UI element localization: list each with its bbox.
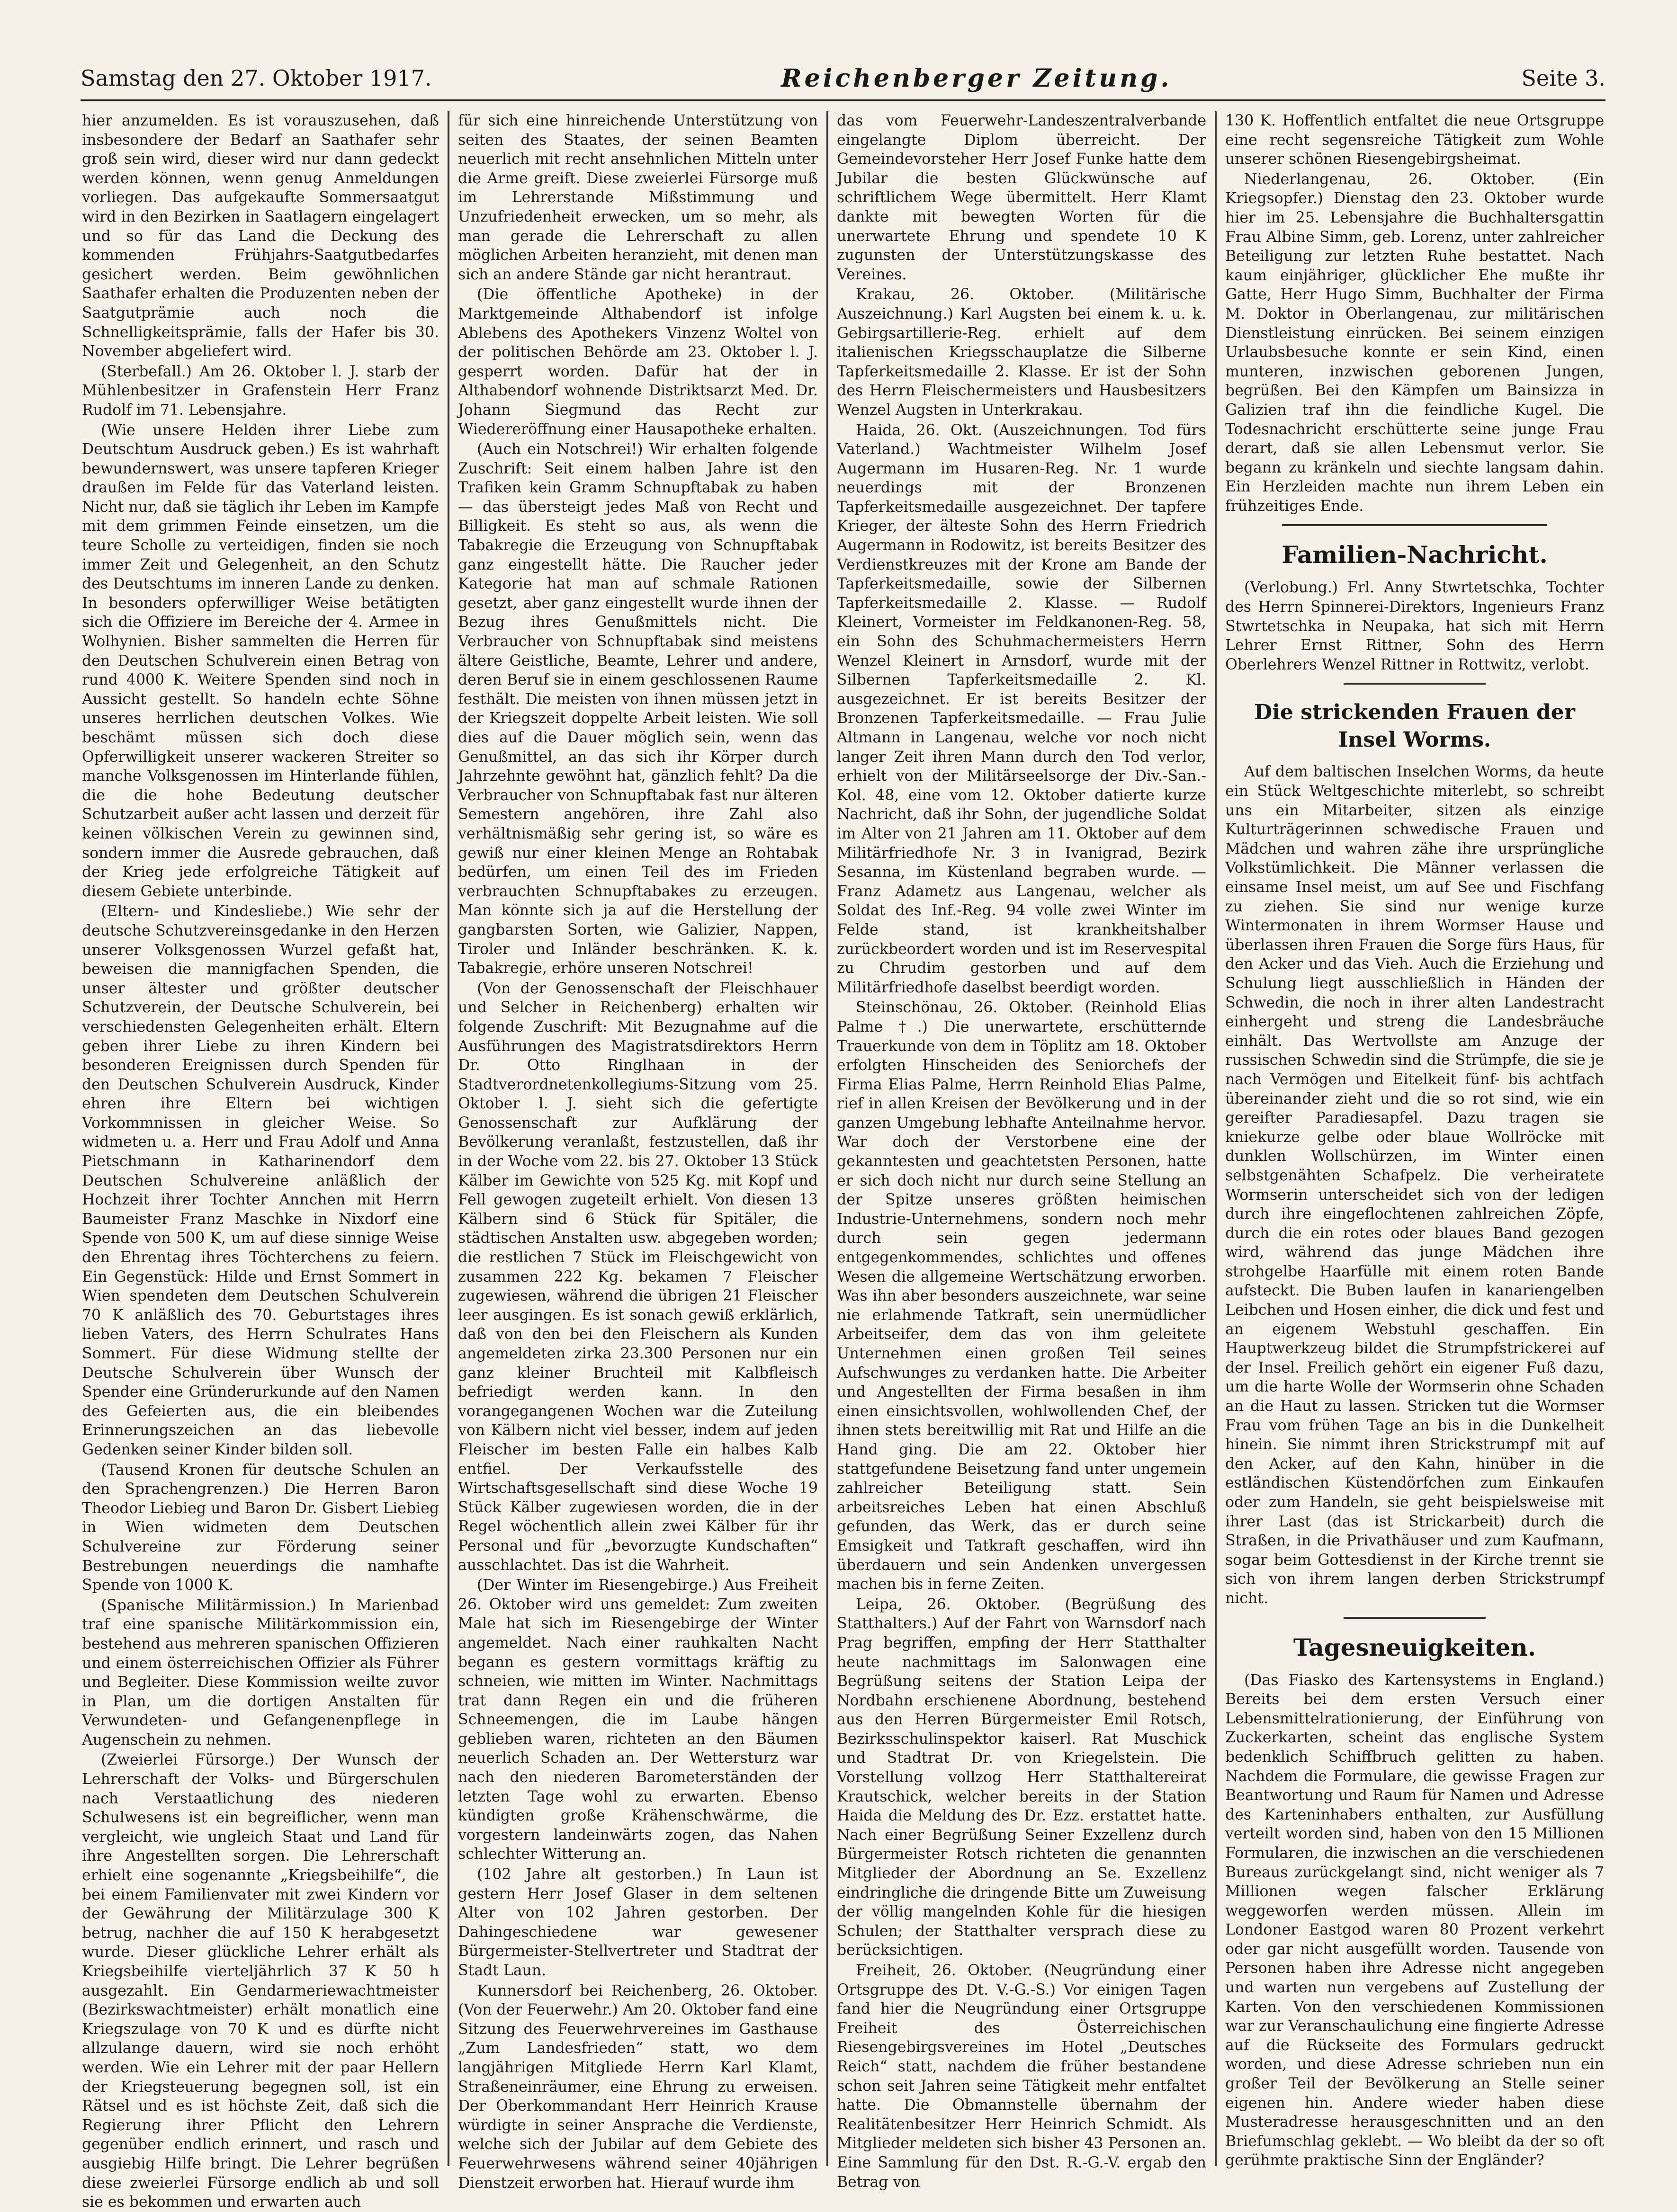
article-text: Kunnersdorf bei Reichenberg, 26. Oktober. (Von der Feuerwehr.) Am 20. Oktober fand eine Sitzung des Feuerwehrvereines im Gasthause „Zum Landesfrieden“ statt, wo dem langjährigen Mitgliede Herrn Karl Klamt, Straßeneinräumer, eine Ehrung zu erweisen. Der Oberkommandant Herr Heinrich Krause würdigte in seiner Ansprache die Verdienste, welche sich der Jubilar auf dem Gebiete des Feuerwehrwesens während seiner 40jährigen Dienstzeit erworben hat. Hierauf wurde ihm bbox=[458, 1982, 818, 2192]
divider bbox=[1344, 1617, 1486, 1619]
article-text: (Von der Genossenschaft der Fleischhauer und Selcher in Reichenberg) erhalten wir folgende Zuschrift: Mit Bezugnahme auf die Ausführungen des Magistratsdirektors Herrn Dr. Otto Ringlhaan in der Stadtverordnetenkollegiums-Sitzung vom 25. Oktober l. J. sieht sich die gefertigte Genossenschaft zur Aufklärung der Bevölkerung veranlaßt, festzustellen, daß ihr in der Woche vom 22. bis 27. Oktober 13 Stück Kälber im Gewichte von 525 Kg. mit Kopf und Fell gewogen zugeteilt erhielt. Von diesen 13 Kälbern sind 6 Stück für Spitäler, die städtischen Anstalten usw. abgegeben worden; die restlichen 7 Stück im Fleischgewicht von zusammen 222 Kg. bekamen 7 Fleischer zugewiesen, während die übrigen 21 Fleischer leer ausgingen. Es ist sonach gewiß erklärlich, daß von den bei den Fleischern als Kunden angemeldeten zirka 23.300 Personen nur ein ganz kleiner Bruchteil mit Kalbfleisch befriedigt werden kann. In den vorangegangenen Wochen war die Zuteilung von Kälbern nicht viel besser, indem auf jeden Fleischer im besten Falle ein halbes Kalb entfiel. Der Verkaufsstelle des Wirtschaftsgesellschaft sind diese Woche 19 Stück Kälber zugewiesen worden, die in der Regel wöchentlich allein zwei Kälber für ihr Personal und für „bevorzugte Kundschaften“ ausschlachtet. Das ist die Wahrheit. bbox=[458, 980, 818, 1574]
article-text: Niederlangenau, 26. Oktober. (Ein Kriegsopfer.) Dienstag den 23. Oktober wurde hier im 25. Lebensjahre die Buchhaltersgattin Frau Albine Simm, geb. Lorenz, unter zahlreicher Beteiligung zur letzten Ruhe bestattet. Nach kaum einjähriger, glücklicher Ehe mußte ihr Gatte, Herr Hugo Simm, Buchhalter der Firma M. Doktor in Oberlangenau, zur militärischen Dienstleistung einrücken. Bei seinem einzigen Urlaubsbesuche konnte er sein Kind, einen munteren, inzwischen geborenen Jungen, begrüßen. Bei den Kämpfen um Bainsizza in Galizien traf ihn die feindliche Kugel. Die Todesnachricht erschütterte seine junge Frau derart, daß sie allen Lebensmut verlor. Sie begann zu kränkeln und siechte langsam dahin. Ein Herzleiden machte nun ihrem Leben ein frühzeitiges Ende. bbox=[1225, 170, 1604, 515]
article-text: Haida, 26. Okt. (Auszeichnungen. Tod fürs Vaterland.) Wachtmeister Wilhelm Josef Augermann im Husaren-Reg. Nr. 1 wurde neuerdings mit der Bronzenen Tapferkeitsmedaille ausgezeichnet. Der tapfere Krieger, der älteste Sohn des Herrn Friedrich Augermann in Rodowitz, ist bereits Besitzer des Verdienstkreuzes mit der Krone am Bande der Tapferkeitsmedaille, sowie der Silbernen Tapferkeitsmedaille 2. Klasse. — Rudolf Kleinert, Vormeister im Feldkanonen-Reg. 58, ein Sohn des Schuhmachermeisters Herrn Wenzel Kleinert in Arnsdorf, wurde mit der Silbernen Tapferkeitsmedaille 2. Kl. ausgezeichnet. Er ist bereits Besitzer der Bronzenen Tapferkeitsmedaille. — Frau Julie Altmann in Langenau, welche vor noch nicht langer Zeit ihren Mann durch den Tod verlor, erhielt von der Militärseelsorge der Div.-San.-Kol. 48, eine vom 12. Oktober datierte kurze Nachricht, daß ihr Sohn, der jugendliche Soldat im Alter von 21 Jahren am 11. Oktober auf dem Militärfriedhofe Nr. 3 in Ivanigrad, Bezirk Sesanna, im Küstenland begraben wurde. — Franz Adametz aus Langenau, welcher als Soldat des Inf.-Reg. 94 volle zwei Winter im Felde stand, ist krankheitshalber zurückbeordert worden und ist im Reservespital zu Chrudim gestorben und auf dem Militärfriedhofe daselbst beerdigt worden. bbox=[837, 421, 1206, 996]
article-text: Freiheit, 26. Oktober. (Neugründung einer Ortsgruppe des Dt. V.-G.-S.) Vor einigen Tagen fand hier die Neugründung einer Ortsgruppe Freiheit des Österreichischen Riesengebirgsvereines im Hotel „Deutsches Reich“ statt, nachdem die früher bestandene schon seit Jahren seine Tätigkeit mehr entfaltet hatte. Die Obmannstelle übernahm der Realitätenbesitzer Herr Heinrich Schmidt. Als Mitglieder meldeten sich bisher 43 Personen an. Eine Sammlung für den Dst. R.-G.-V. ergab den Betrag von bbox=[837, 1962, 1206, 2191]
article-text: Steinschönau, 26. Oktober. (Reinhold Elias Palme †.) Die unerwartete, erschütternde Trauerkunde von dem in Töplitz am 18. Oktober erfolgten Hinscheiden des Seniorchefs der Firma Elias Palme, Herrn Reinhold Elias Palme, rief in allen Kreisen der Bevölkerung und in der ganzen Umgebung lebhafte Anteilnahme hervor. War doch der Verstorbene eine der gekanntesten und geachtetsten Personen, hatte er sich doch nicht nur durch seine Stellung an der Spitze unseres größten heimischen Industrie-Unternehmens, sondern noch mehr durch sein gegen jedermann entgegenkommendes, schlichtes und offenes Wesen die allgemeine Wertschätzung erworben. Was ihn aber besonders auszeichnete, war seine nie erlahmende Tatkraft, sein unermüdlicher Arbeitseifer, dem das von ihm geleitete Unternehmen einen großen Teil seines Aufschwunges zu verdanken hatte. Die Arbeiter und Angestellten der Firma besaßen in ihm einen einsichtsvollen, wohlwollenden Chef, der ihnen stets bereitwillig mit Rat und Hilfe an die Hand ging. Die am 22. Oktober hier stattgefundene Beisetzung fand unter ungemein zahlreicher Beteiligung statt. Sein arbeitsreiches Leben hat einen Abschluß gefunden, das Werk, das er durch seine Emsigkeit und Tatkraft geschaffen, wird ihn überdauern und sein Andenken unvergessen machen bis in ferne Zeiten. bbox=[837, 999, 1206, 1593]
column-1 bbox=[73, 111, 448, 2211]
article-text: (Sterbefall.) Am 26. Oktober l. J. starb der Mühlenbesitzer in Grafenstein Herr Franz Rudolf im 71. Lebensjahre. bbox=[82, 363, 439, 419]
article-text: (Zweierlei Fürsorge.) Der Wunsch der Lehrerschaft der Volks- und Bürgerschulen nach Verstaatlichung des niederen Schulwesens ist ein begreiflicher, wenn man vergleicht, wie ungleich Staat und Land für ihre Angestellten sorgen. Die Lehrerschaft erhielt eine sogenannte „Kriegsbeihilfe“, die bei einem Familienvater mit zwei Kindern vor der Gewährung der Militärzulage 300 K betrug, nachher die auf 150 K herabgesetzt wurde. Dieser glückliche Lehrer erhält als Kriegsbeihilfe vierteljährlich 37 K 50 h ausgezahlt. Ein Gendarmeriewachtmeister (Bezirkswachtmeister) erhält monatlich eine Kriegszulage von 70 K und es dürfte nicht allzulange dauern, wird sie noch erhöht werden. Wie ein Lehrer mit der paar Hellern der Kriegsteuerung begegnen soll, ist ein Rätsel und es ist höchste Zeit, daß sich die Regierung ihrer Pflicht den Lehrern gegenüber endlich erinnert, und rasch und ausgiebig Hilfe bringt. Die Lehrer begrüßen diese zweierlei Fürsorge endlich ab und soll sie es bekommen und erwarten auch bbox=[82, 1751, 439, 2211]
masthead bbox=[81, 57, 1605, 101]
column-3 bbox=[826, 111, 1215, 2191]
article-text: (102 Jahre alt gestorben.) In Laun ist gestern Herr Josef Glaser in dem seltenen Alter von 102 Jahren gestorben. Der Dahingeschiedene war gewesener Bürgermeister-Stellvertreter und Stadtrat der Stadt Laun. bbox=[458, 1866, 818, 1979]
page-number: Seite 3. bbox=[1521, 65, 1605, 91]
article-text: (Tausend Kronen für deutsche Schulen an den Sprachengrenzen.) Die Herren Baron Theodor Liebieg und Baron Dr. Gisbert Liebieg in Wien widmeten dem Deutschen Schulvereine zur Förderung seiner Bestrebungen neuerdings die namhafte Spende von 1000 K. bbox=[82, 1461, 439, 1594]
section-heading-family: Familien-Nachricht. bbox=[1282, 541, 1548, 569]
news-article: (Das Fiasko des Kartensystems in England.) Bereits bei dem ersten Versuch einer Lebensmittelrationierung, der Einführung von Zuckerkarten, scheint das englische System bedenklich Schiffbruch gelitten zu haben. Nachdem die Formulare, die gewisse Fragen zur Beantwortung und Raum für Namen und Adresse des Karteninhabers enthalten, zur Ausfüllung verteilt worden sind, haben von den 15 Millionen Formularen, die inzwischen an die verschiedenen Bureaus zurückgelangt sind, nicht weniger als 7 Millionen wegen falscher Erklärung weggeworfen werden müssen. Allein im Londoner Eastgod waren 80 Prozent verkehrt oder gar nicht ausgefüllt worden. Tausende von Personen haben ihre Adresse nicht angegeben und warten nun vergebens auf Zustellung der Karten. Von den verschiedenen Kommissionen war zur Veranschaulichung eine fingierte Adresse auf die Rückseite des Formulars gedruckt worden, und diese Adresse schrieben nun ein großer Teil der Bevölkerung an Stelle seiner eigenen hin. Andere wieder haben diese Musteradresse herausgeschnitten und an den Briefumschlag geklebt. — Wo bleibt da der so oft gerühmte praktische Sinn der Engländer? bbox=[1225, 1671, 1604, 2169]
article-text: (Auch ein Notschrei!) Wir erhalten folgende Zuschrift: Seit einem halben Jahre ist den Trafiken kein Gramm Schnupftabak zu haben — das übersteigt jedes Maß von Recht und Billigkeit. Es steht so aus, als wenn die Tabakregie die Erzeugung von Schnupftabak ganz eingestellt hätte. Die Raucher jeder Kategorie hat man auf schmale Rationen gesetzt, aber ganz eingestellt wurde ihnen der Bezug ihres Genußmittels nicht. Die Verbraucher von Schnupftabak sind meistens ältere Geistliche, Beamte, Lehrer und andere, deren Beruf sie in einem geschlossenen Raume festhält. Die meisten von ihnen müssen jetzt in der Kriegszeit doppelte Arbeit leisten. Wie soll dies auf die Dauer möglich sein, wenn das Genußmittel, an das sich ihr Körper durch Jahrzehnte gewöhnt hat, gänzlich fehlt? Da die Verbraucher von Schnupftabak fast nur älteren Semestern angehören, ihre Zahl also verhältnismäßig sehr gering ist, so wäre es gewiß nur einer kleinen Menge an Rohtabak bedürfen, um einen Teil des im Frieden verbrauchten Schnupftabakes zu erzeugen. Man könnte sich ja auf die Herstellung der gangbarsten Sorten, wie Galizier, Nappen, Tiroler und Inländer beschränken. K. k. Tabakregie, erhöre unseren Notschrei! bbox=[458, 441, 818, 977]
section-heading-worms: Die strickenden Frauen der Insel Worms. bbox=[1254, 700, 1575, 752]
article-text: (Wie unsere Helden ihrer Liebe zum Deutschtum Ausdruck geben.) Es ist wahrhaft bewundernswert, was unsere tapferen Krieger draußen im Felde für das Vaterland leisten. Nicht nur, daß sie täglich ihr Leben im Kampfe mit dem grimmen Feinde einsetzen, um die teure Scholle zu verteidigen, finden sie noch immer Zeit und Gelegenheit, an den Schutz des Deutschtums im inneren Lande zu denken. In besonders opferwilliger Weise betätigten sich die Offiziere im Bereiche der 4. Armee in Wolhynien. Bisher sammelten die Herren für den Deutschen Schulverein einen Betrag von rund 4000 K. Weitere Spenden sind noch in Aussicht gestellt. So handeln echte Söhne unseres herrlichen deutschen Volkes. Wie beschämt müssen sich doch diese Opferwilligkeit unserer wackeren Streiter so manche Volksgenossen im Hinterlande fühlen, die die hohe Bedeutung deutscher Schutzarbeit außer acht lassen und derzeit für keinen völkischen Verein zu gewinnen sind, sondern immer die Ausrede gebrauchen, daß der Krieg jede erfolgreiche Tätigkeit auf diesem Gebiete unterbinde. bbox=[82, 421, 439, 900]
article-text: 130 K. Hoffentlich entfaltet die neue Ortsgruppe eine recht segensreiche Tätigkeit zum Wohle unserer schönen Riesengebirgsheimat. bbox=[1225, 112, 1604, 168]
article-text: für sich eine hinreichende Unterstützung von seiten des Staates, der seinen Beamten neuerlich mit recht ansehnlichen Mitteln unter die Arme greift. Diese zweierlei Fürsorge muß im Lehrerstande Mißstimmung und Unzufriedenheit erwecken, um so mehr, als man gerade die Lehrerschaft zu allen möglichen Arbeiten heranzieht, mit denen man sich an andere Stände gar nicht herantraut. bbox=[458, 112, 818, 283]
divider bbox=[1282, 524, 1547, 526]
section-heading-news: Tagesneuigkeiten. bbox=[1293, 1633, 1536, 1661]
article-text: das vom Feuerwehr-Landeszentralverbande eingelangte Diplom überreicht. Der Gemeindevorsteher Herr Josef Funke hatte dem Jubilar die besten Glückwünsche auf schriftlichem Wege übermittelt. Herr Klamt dankte mit bewegten Worten für die unerwartete Ehrung und spendete 10 K zugunsten der Unterstützungskasse des Vereines. bbox=[837, 112, 1206, 283]
article-text: (Die öffentliche Apotheke) in der Marktgemeinde Althabendorf ist infolge Ablebens des Apothekers Vinzenz Woltel von der politischen Behörde am 23. Oktober l. J. gesperrt worden. Dafür hat der in Althabendorf wohnende Distriktsarzt Med. Dr. Johann Siegmund das Recht zur Wiedereröffnung einer Hausapotheke erhalten. bbox=[458, 286, 818, 438]
column-2 bbox=[448, 111, 826, 2192]
divider bbox=[1344, 683, 1486, 685]
article-text: (Spanische Militärmission.) In Marienbad traf eine spanische Militärkommission ein, bestehend aus mehreren spanischen Offizieren und einem österreichischen Offizier als Führer und Begleiter. Diese Kommission weilte zuvor in Plan, um die dortigen Anstalten für Verwundeten- und Gefangenenpflege in Augenschein zu nehmen. bbox=[82, 1597, 439, 1748]
family-notice: (Verlobung.) Frl. Anny Stwrtetschka, Tochter des Herrn Spinnerei-Direktors, Ingenieurs Franz Stwrtetschka in Neupaka, hat sich mit Herrn Lehrer Ernst Rittner, Sohn des Herrn Oberlehrers Wenzel Rittner in Rottwitz, verlobt. bbox=[1225, 579, 1604, 673]
article-text: Leipa, 26. Oktober. (Begrüßung des Statthalters.) Auf der Fahrt von Warnsdorf nach Prag begriffen, empfing der Herr Statthalter heute nachmittags im Salonwagen eine Begrüßung seitens der Station Leipa der Nordbahn erschienene Abordnung, bestehend aus den Herren Bürgermeister Emil Rotsch, Bezirksschulinspektor kaiserl. Rat Muschick und Stadtrat Dr. von Kriegelstein. Die Vorstellung vollzog Herr Statthaltereirat Krautschick, welcher bereits in der Station Haida die Meldung des Dr. Ezz. erstattet hatte. Nach einer Begrüßung Seiner Exzellenz durch Bürgermeister Rotsch richteten die genannten Mitglieder der Abordnung an Se. Exzellenz eindringliche die dringende Bitte um Zuweisung der völlig mangelnden Kohle für die hiesigen Schulen; der Statthalter versprach diese zu berücksichtigen. bbox=[837, 1596, 1206, 1959]
issue-date: Samstag den 27. Oktober 1917. bbox=[81, 65, 432, 91]
newspaper-title: Reichenberger Zeitung. bbox=[781, 63, 1172, 93]
article-text: (Eltern- und Kindesliebe.) Wie sehr der deutsche Schutzvereinsgedanke in den Herzen unserer Volksgenossen Wurzel gefaßt hat, beweisen die mannigfachen Spenden, die unser ältester und größter deutscher Schutzverein, der Deutsche Schulverein, bei verschiedensten Gelegenheiten erhält. Eltern geben ihrer Liebe zu ihren Kindern bei besonderen Ereignissen durch Spenden für den Deutschen Schulverein Ausdruck, Kinder ehren ihre Eltern bei wichtigen Vorkommnissen in gleicher Weise. So widmeten u. a. Herr und Frau Adolf und Anna Pietschmann in Katharinendorf dem Deutschen Schulvereine anläßlich der Hochzeit ihrer Tochter Annchen mit Herrn Baumeister Franz Maschke in Nixdorf eine Spende von 500 K, um auf diese sinnige Weise den Ehrentag ihres Töchterchens zu feiern. Ein Gegenstück: Hilde und Ernst Sommert in Wien spendeten dem Deutschen Schulverein 70 K anläßlich des 70. Geburtstages ihres lieben Vaters, des Herrn Schulrates Hans Sommert. Für diese Widmung stellte der Deutsche Schulverein über Wunsch der Spender eine Gründerurkunde auf den Namen des Gefeierten aus, die ein bleibendes Erinnerungszeichen an das liebevolle Gedenken seiner Kinder bilden soll. bbox=[82, 903, 439, 1458]
article-text: hier anzumelden. Es ist vorauszusehen, daß insbesondere der Bedarf an Saathafer sehr groß sein wird, dieser wird nur dann gedeckt werden können, wenn genug Anmeldungen vorliegen. Das aufgekaufte Sommersaatgut wird in den Bezirken in Saatlagern eingelagert und so für das Land die Deckung des kommenden Frühjahrs-Saatgutbedarfes gesichert werden. Beim gewöhnlichen Saathafer erhalten die Produzenten neben der Saatgutprämie auch noch die Schnelligkeitsprämie, falls der Hafer bis 30. November abgeliefert wird. bbox=[82, 112, 439, 360]
column-4 bbox=[1215, 111, 1613, 2169]
article-text: Krakau, 26. Oktober. (Militärische Auszeichnung.) Karl Augsten bei einem k. u. k. Gebirgsartillerie-Reg. erhielt auf dem italienischen Kriegsschauplatze die Silberne Tapferkeitsmedaille 2. Klasse. Er ist der Sohn des Herrn Fleischermeisters und Hausbesitzers Wenzel Augsten in Unterkrakau. bbox=[837, 286, 1206, 419]
columns bbox=[73, 111, 1613, 2211]
article-text: (Der Winter im Riesengebirge.) Aus Freiheit 26. Oktober wird uns gemeldet: Zum zweiten Male hat sich im Riesengebirge der Winter angemeldet. Nach einer rauhkalten Nacht begann es gestern vormittags kräftig zu schneien, wie mitten im Winter. Nachmittags trat dann Regen ein und die früheren Schneemengen, die im Laube hängen geblieben waren, richteten an den Bäumen neuerlich Schaden an. Der Wettersturz war nach den niederen Barometerständen der letzten Tage wohl zu erwarten. Ebenso kündigten große Krähenschwärme, die vorgestern landeinwärts zogen, das Nahen schlechter Witterung an. bbox=[458, 1577, 818, 1863]
worms-article: Auf dem baltischen Inselchen Worms, da heute ein Stück Weltgeschichte miterlebt, so schreibt uns ein Mitarbeiter, sitzen als einzige Kulturträgerinnen schwedische Frauen und Mädchen und wahren zähe ihre ursprüngliche Volkstümlichkeit. Die Männer verlassen die einsame Insel meist, um auf See und Fischfang zu ziehen. Sie sind nur wenige kurze Wintermonaten in ihrem Wormser Hause und überlassen ihren Frauen die Sorge fürs Haus, für den Acker und das Vieh. Auch die Erziehung und Schulung liegt ausschließlich in Händen der Schwedin, die noch in ihrer alten Landestracht einhergeht und streng die Landesbräuche einhält. Das Wertvollste am Anzuge der russischen Schwedin sind die Strümpfe, die sie je nach Vermögen und Eitelkeit fünf- bis achtfach übereinander zieht und die so rot sind, wie ein gereifter Paradiesapfel. Dazu tragen sie kniekurze gelbe oder blaue Wollröcke mit dunklen Wollschürzen, im Winter einen selbstgenähten Schafpelz. Die verheiratete Wormserin unterscheidet sich von der ledigen durch ihre eingeflochtenen zahlreichen Zöpfe, durch die ein rotes oder blaues Band gezogen wird, während das junge Mädchen ihre strohgelbe Haarfülle mit einem roten Bande aufsteckt. Die Buben laufen in kanariengelben Leibchen und Hosen einher, die dick und fest und an eigenem Webstuhl geschaffen. Ein Hauptwerkzeug bildet die Strumpfstrickerei auf der Insel. Freilich gehört ein eigener Fuß dazu, um die harte Wolle der Wormserin ohne Schaden an die Haut zu lassen. Stricken tut die Wormser Frau vom frühen Tage an bis in die Dunkelheit hinein. Sie nimmt ihren Strickstrumpf mit auf den Acker, auf den Kahn, hinüber in die estländischen Küstendörfchen zum Einkaufen oder zum Handeln, sie geht beispielsweise mit ihrer Last (das ist Strickarbeit) durch die Straßen, in die Privathäuser und zum Kaufmann, sogar beim Gottesdienst in der Kirche trennt sie sich von ihrem langen derben Strickstrumpf nicht. bbox=[1225, 763, 1604, 1607]
